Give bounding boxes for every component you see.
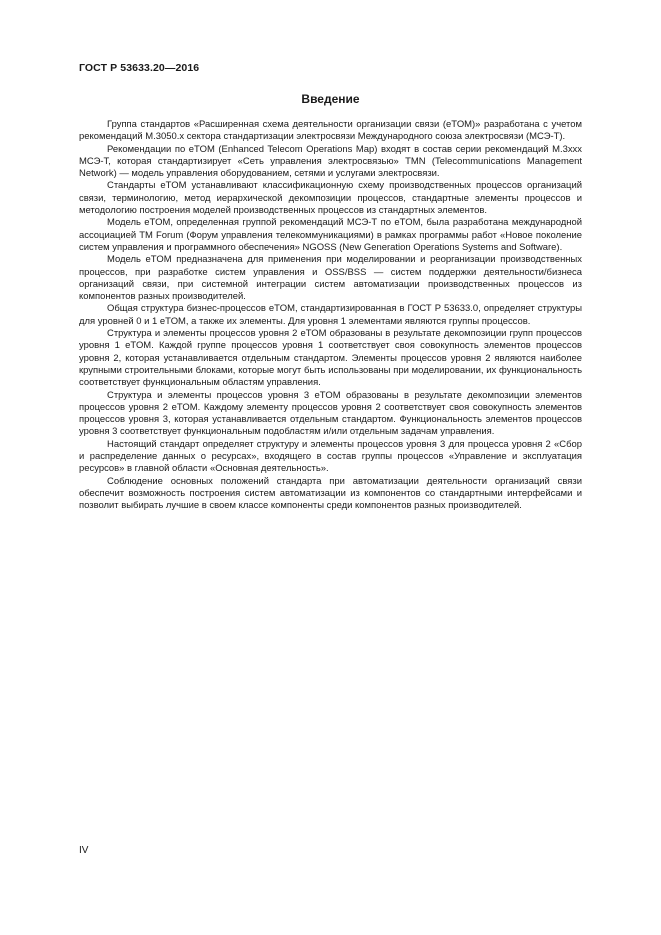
paragraph: Соблюдение основных положений стандарта при автоматизации деятельности организаций связи обеспечит возможность построения систем автоматизации из компонентов со стандартными интерфейсами и позволит выбирать лучшие в своем классе компоненты среди компонентов разных производителей.	[79, 475, 582, 512]
paragraph: Модель eTOM, определенная группой рекомендаций МСЭ-Т по eTOM, была разработана международной ассоциацией TM Forum (Форум управления телекоммуникациями) в рамках программы работ «Новое поколение систем управления и программного обеспечения» NGOSS (New Generation Operations Systems and Software).	[79, 217, 582, 253]
section-title: Введение	[301, 92, 360, 106]
paragraph: Настоящий стандарт определяет структуру и элементы процессов уровня 3 для процесса уровня 2 «Сбор и распределение данных о ресурсах», входящего в состав группы процессов «Управление и эксплуатация ресурсов» в главной области «Основная деятельность».	[79, 438, 582, 475]
paragraph: Структура и элементы процессов уровня 2 eTOM образованы в результате декомпозиции групп процессов уровня 1 eTOM. Каждой группе процессов уровня 1 соответствует своя совокупность элементов процессов уровня 2, которая устанавливается отдельным стандартом. Элементы процессов уровня 2 являются наиболее крупными строительными блоками, которые могут быть использованы при моделировании, их функциональность соответствует функциональным областям управления.	[79, 328, 582, 389]
paragraph: Стандарты eTOM устанавливают классификационную схему производственных процессов организаций связи, терминологию, метод иерархической декомпозиции процессов, стандартные элементы процессов и методологию построения моделей производственных процессов из стандартных элементов.	[79, 180, 582, 217]
paragraph: Структура и элементы процессов уровня 3 eTOM образованы в результате декомпозиции элементов процессов уровня 2 eTOM. Каждому элементу процессов уровня 2 соответствует своя совокупность элементов процессов уровня 3, которая устанавливается отдельным стандартом. Функциональность элементов процессов уровня 3 соответствует функциональным подобластям и/или отдельным задачам управления.	[79, 389, 582, 438]
introduction-body	[79, 119, 582, 513]
document-standard-id: ГОСТ Р 53633.20—2016	[79, 62, 200, 74]
page-number: IV	[79, 845, 89, 856]
paragraph: Рекомендации по eTOM (Enhanced Telecom Operations Map) входят в состав серии рекомендаций М.3ххх МСЭ-Т, которая стандартизирует «Сеть управления электросвязью» TMN (Telecommunications Management Network) — модель управления оборудованием, сетями и услугами электросвязи.	[79, 143, 582, 180]
paragraph: Общая структура бизнес-процессов eTOM, стандартизированная в ГОСТ Р 53633.0, определяет структуры для уровней 0 и 1 eTOM, а также их элементы. Для уровня 1 элементами являются группы процессов.	[79, 303, 582, 327]
paragraph: Группа стандартов «Расширенная схема деятельности организации связи (eTOM)» разработана с учетом рекомендаций М.3050.х сектора стандартизации электросвязи Международного союза электросвязи (МСЭ-Т).	[79, 119, 582, 143]
paragraph: Модель eTOM предназначена для применения при моделировании и реорганизации производственных процессов, при разработке систем управления и OSS/BSS — систем поддержки деятельности/бизнеса организаций связи, при системной интеграции систем автоматизации производственных процессов из компонентов разных производителей.	[79, 254, 582, 303]
